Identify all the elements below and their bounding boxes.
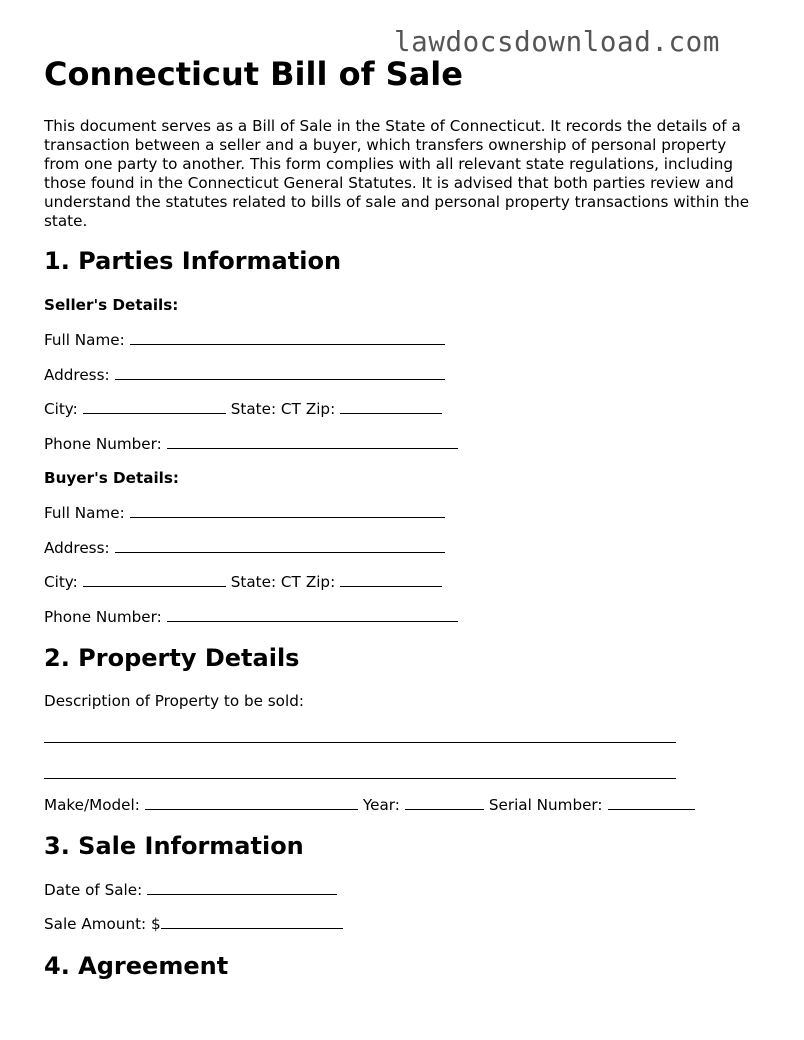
property-description-row [44, 692, 304, 710]
seller-state-label: State: CT [230, 400, 301, 418]
buyer-address-row [44, 538, 445, 557]
seller-details-heading: Seller's Details: [44, 296, 179, 314]
make-model-field[interactable] [145, 795, 358, 810]
seller-full-name-label: Full Name: [44, 331, 125, 349]
property-description-line-2[interactable] [44, 778, 676, 779]
section-property-heading: 2. Property Details [44, 644, 300, 672]
year-label: Year: [362, 796, 400, 814]
buyer-full-name-row [44, 503, 445, 522]
seller-city-label: City: [44, 400, 78, 418]
seller-city-field[interactable] [83, 399, 226, 414]
buyer-state-label: State: CT [230, 573, 301, 591]
property-make-row [44, 795, 695, 814]
seller-address-field[interactable] [115, 365, 445, 380]
seller-phone-label: Phone Number: [44, 435, 162, 453]
seller-phone-row [44, 434, 458, 453]
buyer-phone-field[interactable] [167, 607, 458, 622]
buyer-phone-row [44, 607, 458, 626]
seller-full-name-row [44, 330, 445, 349]
sale-date-label: Date of Sale: [44, 881, 143, 899]
serial-number-label: Serial Number: [488, 796, 603, 814]
buyer-city-row [44, 572, 442, 591]
seller-zip-field[interactable] [340, 399, 442, 414]
buyer-address-label: Address: [44, 539, 110, 557]
buyer-zip-label: Zip: [305, 573, 336, 591]
property-description-line-1[interactable] [44, 742, 676, 743]
seller-full-name-field[interactable] [130, 330, 445, 345]
sale-amount-field[interactable] [161, 914, 343, 929]
buyer-full-name-field[interactable] [130, 503, 445, 518]
seller-address-label: Address: [44, 366, 110, 384]
seller-phone-field[interactable] [167, 434, 458, 449]
section-sale-heading: 3. Sale Information [44, 832, 304, 860]
make-model-label: Make/Model: [44, 796, 140, 814]
buyer-city-label: City: [44, 573, 78, 591]
buyer-details-heading: Buyer's Details: [44, 469, 179, 487]
section-agreement-heading: 4. Agreement [44, 952, 229, 980]
buyer-zip-field[interactable] [340, 572, 442, 587]
watermark: lawdocsdownload.com [394, 26, 720, 58]
document-title: Connecticut Bill of Sale [44, 55, 463, 93]
seller-address-row [44, 365, 445, 384]
buyer-phone-label: Phone Number: [44, 608, 162, 626]
buyer-city-field[interactable] [83, 572, 226, 587]
sale-date-row [44, 880, 337, 899]
seller-city-row [44, 399, 442, 418]
sale-amount-row [44, 914, 343, 933]
buyer-address-field[interactable] [115, 538, 445, 553]
section-parties-heading: 1. Parties Information [44, 247, 342, 275]
intro-paragraph: This document serves as a Bill of Sale in the State of Connecticut. It records the details of a transaction between a seller and a buyer, which transfers ownership of personal property from one party to another. This form complies with all relevant state regulations, including those found in the Connecticut General Statutes. It is advised that both parties review and understand the statutes related to bills of sale and personal property transactions within the state. [44, 117, 750, 230]
year-field[interactable] [405, 795, 484, 810]
buyer-full-name-label: Full Name: [44, 504, 125, 522]
serial-number-field[interactable] [608, 795, 695, 810]
sale-amount-label: Sale Amount: $ [44, 915, 161, 933]
property-description-label: Description of Property to be sold: [44, 692, 304, 710]
seller-zip-label: Zip: [305, 400, 336, 418]
sale-date-field[interactable] [147, 880, 337, 895]
